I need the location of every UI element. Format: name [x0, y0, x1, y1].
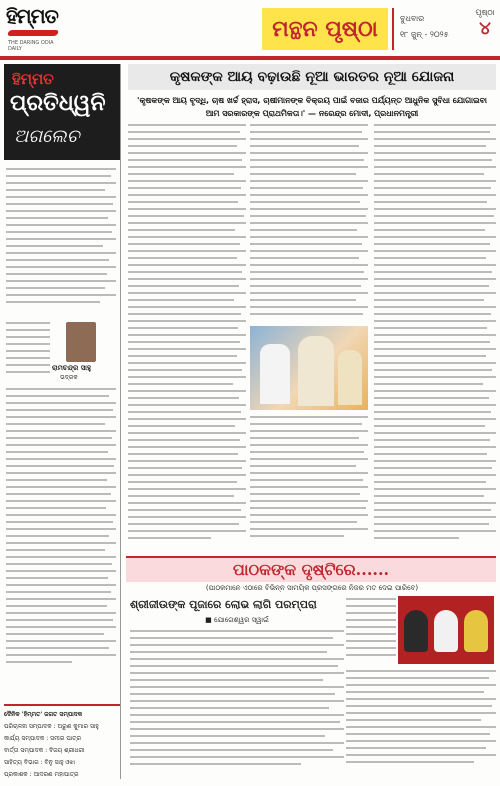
reader-section-banner	[126, 556, 496, 582]
photo-figure	[260, 344, 290, 404]
masthead-logo	[6, 4, 66, 56]
author-photo	[66, 322, 96, 362]
article-headline: କୃଷକଙ୍କ ଆୟ ବଢ଼ାଉଛି ନୂଆ ଭାରତର ନୂଆ ଯୋଜନା	[169, 69, 455, 85]
article-column-2-bottom	[250, 416, 368, 550]
article-column-3	[374, 124, 496, 550]
left-text-block-1	[6, 168, 116, 318]
brand-script: ଅଗଲେଚ	[14, 126, 80, 147]
page-indicator	[474, 8, 496, 50]
date-label: ୧୮ ଜୁନ୍ - ୨୦୨୫	[400, 30, 449, 39]
editor-credits	[4, 704, 120, 784]
left-text-block-2	[6, 322, 50, 382]
reader-section-title: ପାଠକଙ୍କ ଦୃଷ୍ଟିରେ......	[232, 560, 390, 579]
photo-figure	[338, 350, 362, 405]
section-banner	[262, 8, 388, 50]
editor-line: ପ୍ରକାଶକ : ଆଦରଣ ମହାପାତ୍ର	[4, 771, 79, 778]
reader-headline: ଶ୍ରୀଜୀଉଙ୍କ ପୂଜାରେ ଲୋଭ ଲାଗି ପରମ୍ପରା	[130, 598, 317, 611]
day-label: ବୁଧବାର	[400, 14, 425, 23]
page-number: ୪	[479, 18, 491, 39]
editor-line: ସାହିତ୍ୟ ବିଭାଗ : ବିନୁ ସାହୁ ଓଝା	[4, 759, 75, 766]
reader-text-block-3	[346, 670, 496, 780]
logo-text: ହିମ୍ମତ	[6, 4, 58, 28]
author-place: ଭଦ୍ରକ	[60, 374, 78, 381]
reader-author: ■ ଯୋଗେଶ୍ୱର ସ୍ୱାଇଁ	[205, 616, 269, 624]
date-box	[392, 8, 474, 50]
brand-small: ହିମ୍ମତ	[12, 70, 54, 88]
article-photo	[250, 326, 368, 410]
editor-line: ପରିଚାଳନା ସମ୍ପାଦକ : ଅରୁଣ କୁମାର ସାହୁ	[4, 723, 99, 730]
photo-figure	[298, 336, 334, 406]
brand-title: ପ୍ରତିଧ୍ୱନି	[10, 90, 106, 116]
editor-line: ଦୈନିକ 'ହିମ୍ମତ' ଜଗତ ସମ୍ପାଦକ	[4, 711, 83, 718]
section-title: ମନ୍ଥନ ପୃଷ୍ଠା	[272, 16, 378, 42]
logo-swoosh	[7, 30, 59, 36]
deity-figure	[434, 610, 458, 652]
deity-figure	[404, 610, 428, 652]
editor-line: ବାର୍ତ୍ତା ସମ୍ପାଦକ : ବିଜୟ ଶ୍ରୀଧରୀ	[4, 747, 85, 754]
reader-section-subtitle: (ପାଠକମାନେ ଏଠାରେ ବିଭିନ୍ନ ସାମୟିକ ପ୍ରସଙ୍ଗରେ ନିଜର ମତ ଦେଇ ପାରିବେ)	[205, 584, 419, 592]
reader-text-block-2	[346, 598, 396, 666]
deity-photo	[398, 596, 494, 664]
author-name: ରାମଚନ୍ଦ୍ର ସାହୁ	[52, 364, 92, 372]
article-column-2-top	[250, 124, 368, 322]
column-brand-box	[4, 64, 120, 160]
left-column	[4, 64, 121, 779]
deity-figure	[464, 610, 488, 652]
reader-text-block-1	[130, 630, 344, 780]
editor-line: କାର୍ଯ୍ୟ ସମ୍ପାଦକ : ସମୀର ପାତ୍ର	[4, 735, 82, 742]
left-text-block-3	[6, 388, 116, 700]
headline-box	[128, 64, 496, 90]
article-column-1	[128, 124, 246, 550]
header-rule	[0, 56, 500, 60]
page-label: ପୃଷ୍ଠା	[475, 8, 495, 17]
article-subhead: 'କୃଷକଙ୍କ ଆୟ ବୃଦ୍ଧି, ଚାଷ ଖର୍ଚ୍ଚ ହ୍ରାସ, ଚାଷୀମାନଙ୍କ ବିକ୍ରୟ ପାଇଁ ବଜାର ପର୍ଯ୍ୟନ୍ତ ଆଧୁନିକ ସୁବିଧା ଯୋଗାଇବା ଆମ ସରକାରଙ୍କ ପ୍ରାଥମିକତା।' — ନରେନ୍ଦ୍ର ମୋଦୀ, ପ୍ରଧାନମନ୍ତ୍ରୀ	[137, 96, 487, 118]
logo-tagline: THE DARING ODIA DAILY	[8, 40, 54, 52]
